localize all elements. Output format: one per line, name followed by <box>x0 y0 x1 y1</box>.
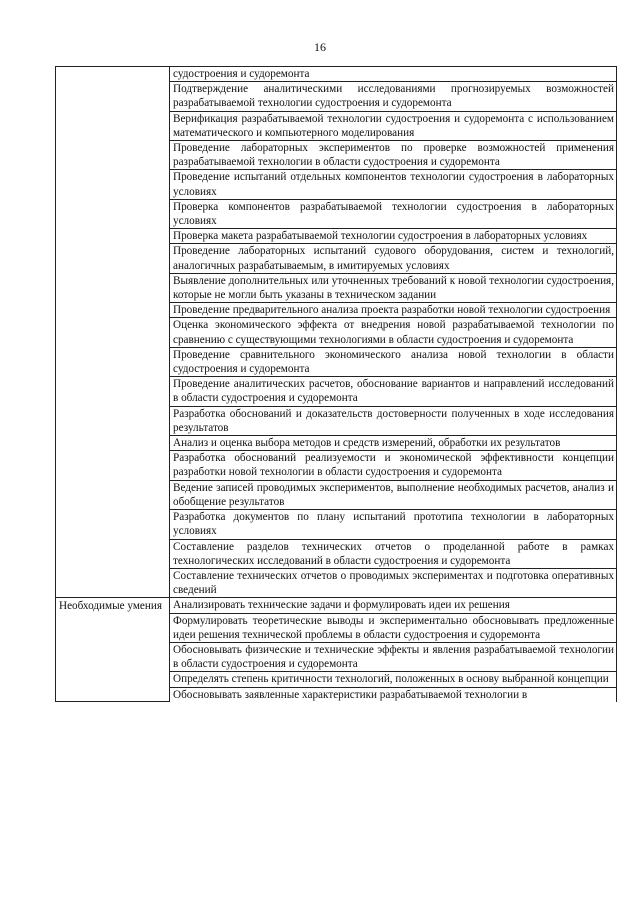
table-cell-text: судостроения и судоремонта <box>170 67 617 82</box>
table-cell-text: Оценка экономического эффекта от внедрения новой разрабатываемой технологии по сравнению с существующими технологиями в области судостроения и судоремонта <box>170 318 617 347</box>
table-cell-text: Обосновывать физические и технические эффекты и явления разрабатываемой технологии в области судостроения и судоремонта <box>170 642 617 671</box>
table-cell-text: Разработка документов по плану испытаний прототипа технологии в лабораторных условиях <box>170 510 617 539</box>
table-cell-text: Проведение лабораторных экспериментов по проверке возможностей применения разрабатываемой технологии в области судостроения и судоремонта <box>170 141 617 170</box>
page-number: 16 <box>314 40 326 54</box>
table-cell-text: Анализ и оценка выбора методов и средств измерений, обработки их результатов <box>170 436 617 451</box>
table-cell-text: Проведение сравнительного экономического анализа новой технологии в области судостроения и судоремонта <box>170 347 617 376</box>
table-cell-text: Анализировать технические задачи и формулировать идеи их решения <box>170 598 617 613</box>
table-cell-text: Проверка макета разрабатываемой технологии судостроения в лабораторных условиях <box>170 229 617 244</box>
table-row <box>56 598 617 613</box>
table-cell-text: Верификация разрабатываемой технологии судостроения и судоремонта с использованием математического и компьютерного моделирования <box>170 111 617 140</box>
table-cell-text: Проведение предварительного анализа проекта разработки новой технологии судостроения <box>170 303 617 318</box>
table-cell-text: Проведение лабораторных испытаний судового оборудования, систем и технологий, аналогичных разрабатываемым, в имитируемых условиях <box>170 244 617 273</box>
competency-table <box>55 66 617 702</box>
table-cell-text: Разработка обоснований и доказательств достоверности полученных в ходе исследования результатов <box>170 406 617 435</box>
skills-category-cell: Необходимые умения <box>56 598 170 702</box>
table-cell-text: Разработка обоснований реализуемости и экономической эффективности концепции разработки новой технологии в области судостроения и судоремонта <box>170 451 617 480</box>
table-cell-text: Выявление дополнительных или уточненных требований к новой технологии судостроения, которые не могли быть указаны в техническом задании <box>170 273 617 302</box>
table-cell-text: Составление разделов технических отчетов о проделанной работе в рамках технологических исследований в области судостроения и судоремонта <box>170 539 617 568</box>
table-cell-text: Проведение аналитических расчетов, обоснование вариантов и направлений исследований в области судостроения и судоремонта <box>170 377 617 406</box>
table-row <box>56 67 617 82</box>
table-cell-text: Определять степень критичности технологий, положенных в основу выбранной концепции <box>170 672 617 687</box>
table-cell-text: Подтверждение аналитическими исследованиями прогнозируемых возможностей разрабатываемой технологии судостроения и судоремонта <box>170 82 617 111</box>
category-cell <box>56 67 170 598</box>
table-cell-text: Ведение записей проводимых экспериментов, выполнение необходимых расчетов, анализ и обобщение результатов <box>170 480 617 509</box>
table-cell-text: Формулировать теоретические выводы и экспериментально обосновывать предложенные идеи решения технической проблемы в области судостроения и судоремонта <box>170 613 617 642</box>
table-cell-text: Проведение испытаний отдельных компонентов технологии судостроения в лабораторных условиях <box>170 170 617 199</box>
table-cell-text: Составление технических отчетов о проводимых экспериментах и подготовка оперативных сведений <box>170 568 617 597</box>
table-cell-text: Обосновывать заявленные характеристики разрабатываемой технологии в <box>170 687 617 702</box>
table-cell-text: Проверка компонентов разрабатываемой технологии судостроения в лабораторных условиях <box>170 199 617 228</box>
